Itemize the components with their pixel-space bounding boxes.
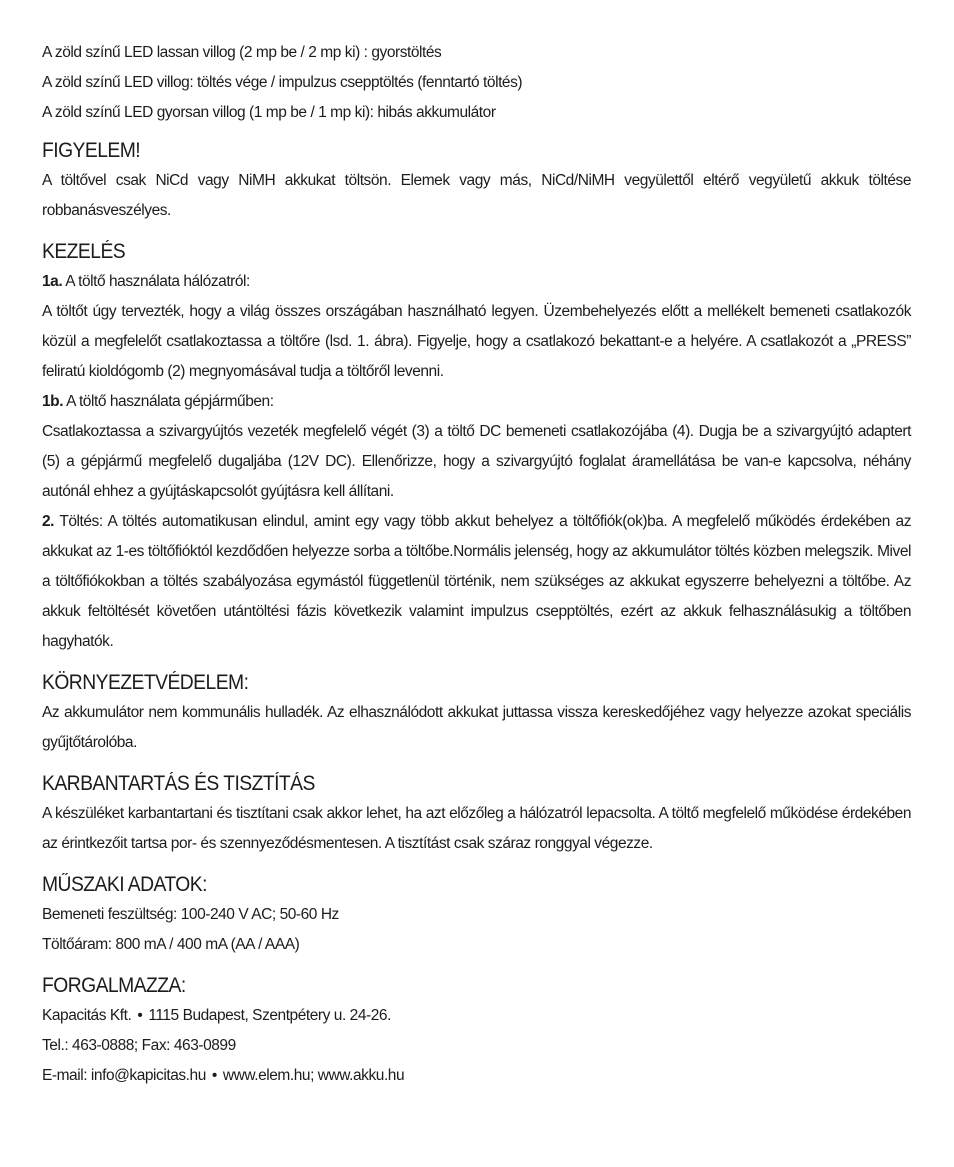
usage-mains-label: 1a. bbox=[42, 273, 63, 290]
maintenance-section bbox=[42, 769, 911, 859]
usage-car-title: A töltő használata gépjárműben: bbox=[66, 393, 274, 410]
warning-section bbox=[42, 136, 911, 226]
usage-mains-title-line bbox=[42, 267, 911, 297]
usage-mains-title: A töltő használata hálózatról: bbox=[65, 273, 250, 290]
distributor-contact-line bbox=[42, 1061, 911, 1091]
specs-heading: MŰSZAKI ADATOK: bbox=[42, 873, 207, 896]
specs-input-voltage: Bemeneti feszültség: 100-240 V AC; 50-60 Hz bbox=[42, 906, 339, 923]
specs-section bbox=[42, 870, 911, 960]
distributor-section bbox=[42, 971, 911, 1091]
environment-heading: KÖRNYEZETVÉDELEM: bbox=[42, 671, 249, 694]
manual-page bbox=[42, 38, 911, 1091]
distributor-heading: FORGALMAZZA: bbox=[42, 974, 186, 997]
distributor-websites: www.elem.hu; www.akku.hu bbox=[222, 1067, 405, 1084]
led-status-list bbox=[42, 38, 911, 128]
usage-car-label: 1b. bbox=[42, 393, 64, 410]
usage-charging-paragraph bbox=[42, 507, 911, 657]
distributor-company: Kapacitás Kft. bbox=[42, 1007, 132, 1024]
bullet-separator: • bbox=[137, 1007, 143, 1024]
distributor-email: E-mail: info@kapicitas.hu bbox=[42, 1067, 206, 1084]
distributor-address: 1115 Budapest, Szentpétery u. 24-26. bbox=[148, 1007, 391, 1024]
usage-section bbox=[42, 237, 911, 657]
led-status-blink: A zöld színű LED villog: töltés vége / impulzus csepptöltés (fenntartó töltés) bbox=[42, 74, 523, 91]
specs-charge-current: Töltőáram: 800 mA / 400 mA (AA / AAA) bbox=[42, 936, 300, 953]
warning-heading: FIGYELEM! bbox=[42, 139, 141, 162]
usage-charging-label: 2. bbox=[42, 513, 55, 530]
usage-mains-text: A töltőt úgy tervezték, hogy a világ összes országában használható legyen. Üzembehelyezés előtt a mellékelt bemeneti csatlakozók közül a megfelelőt csatlakoztassa a töltőre (lsd. 1. ábra). Figyelje, hogy a csatlakozó bekattant-e a helyére. A csatlakozót a „PRESS” feliratú kioldógomb (2) megnyomásával tudja a töltőről levenni. bbox=[42, 303, 911, 380]
environment-section bbox=[42, 668, 911, 758]
environment-text: Az akkumulátor nem kommunális hulladék. Az elhasználódott akkukat juttassa vissza kereskedőjéhez vagy helyezze azokat speciális gyűjtőtárolóba. bbox=[42, 704, 911, 751]
maintenance-heading: KARBANTARTÁS ÉS TISZTÍTÁS bbox=[42, 772, 315, 795]
bullet-separator: • bbox=[211, 1067, 217, 1084]
usage-charging-text: Töltés: A töltés automatikusan elindul, amint egy vagy több akkut behelyez a töltőfiók(ok)ba. A megfelelő működés érdekében az akkukat az 1-es töltőfióktól kezdődően helyezze sorba a töltőbe.Normális jelenség, hogy az akkumulátor töltés közben melegszik. Mivel a töltőfiókokban a töltés szabályozása egymástól függetlenül történik, nem szükséges az akkukat egyszerre behelyezni a töltőbe. Az akkuk feltöltését követően utántöltési fázis következik valamint impulzus csepptöltés, ezért az akkuk felhasználásukig a töltőben hagyhatók. bbox=[42, 513, 911, 650]
usage-car-text: Csatlakoztassa a szivargyújtós vezeték megfelelő végét (3) a töltő DC bemeneti csatlakozójába (4). Dugja be a szivargyújtó adaptert (5) a gépjármű megfelelő dugaljába (12V DC). Ellenőrizze, hogy a szivargyújtó foglalat áramellátása be van-e kapcsolva, néhány autónál ehhez a gyújtáskapcsolót gyújtásra kell állítani. bbox=[42, 423, 911, 500]
led-status-slow-blink: A zöld színű LED lassan villog (2 mp be / 2 mp ki) : gyorstöltés bbox=[42, 44, 442, 61]
led-status-fast-blink: A zöld színű LED gyorsan villog (1 mp be / 1 mp ki): hibás akkumulátor bbox=[42, 104, 496, 121]
warning-text: A töltővel csak NiCd vagy NiMH akkukat töltsön. Elemek vagy más, NiCd/NiMH vegyülettől eltérő vegyületű akkuk töltése robbanásveszélyes. bbox=[42, 172, 911, 219]
distributor-company-line bbox=[42, 1001, 911, 1031]
usage-heading: KEZELÉS bbox=[42, 240, 126, 263]
maintenance-text: A készüléket karbantartani és tisztítani csak akkor lehet, ha azt előzőleg a hálózatról lepacsolta. A töltő megfelelő működése érdekében az érintkezőit tartsa por- és szennyeződésmentesen. A tisztítást csak száraz ronggyal végezze. bbox=[42, 805, 911, 852]
usage-car-title-line bbox=[42, 387, 911, 417]
distributor-phone-fax: Tel.: 463-0888; Fax: 463-0899 bbox=[42, 1037, 236, 1054]
